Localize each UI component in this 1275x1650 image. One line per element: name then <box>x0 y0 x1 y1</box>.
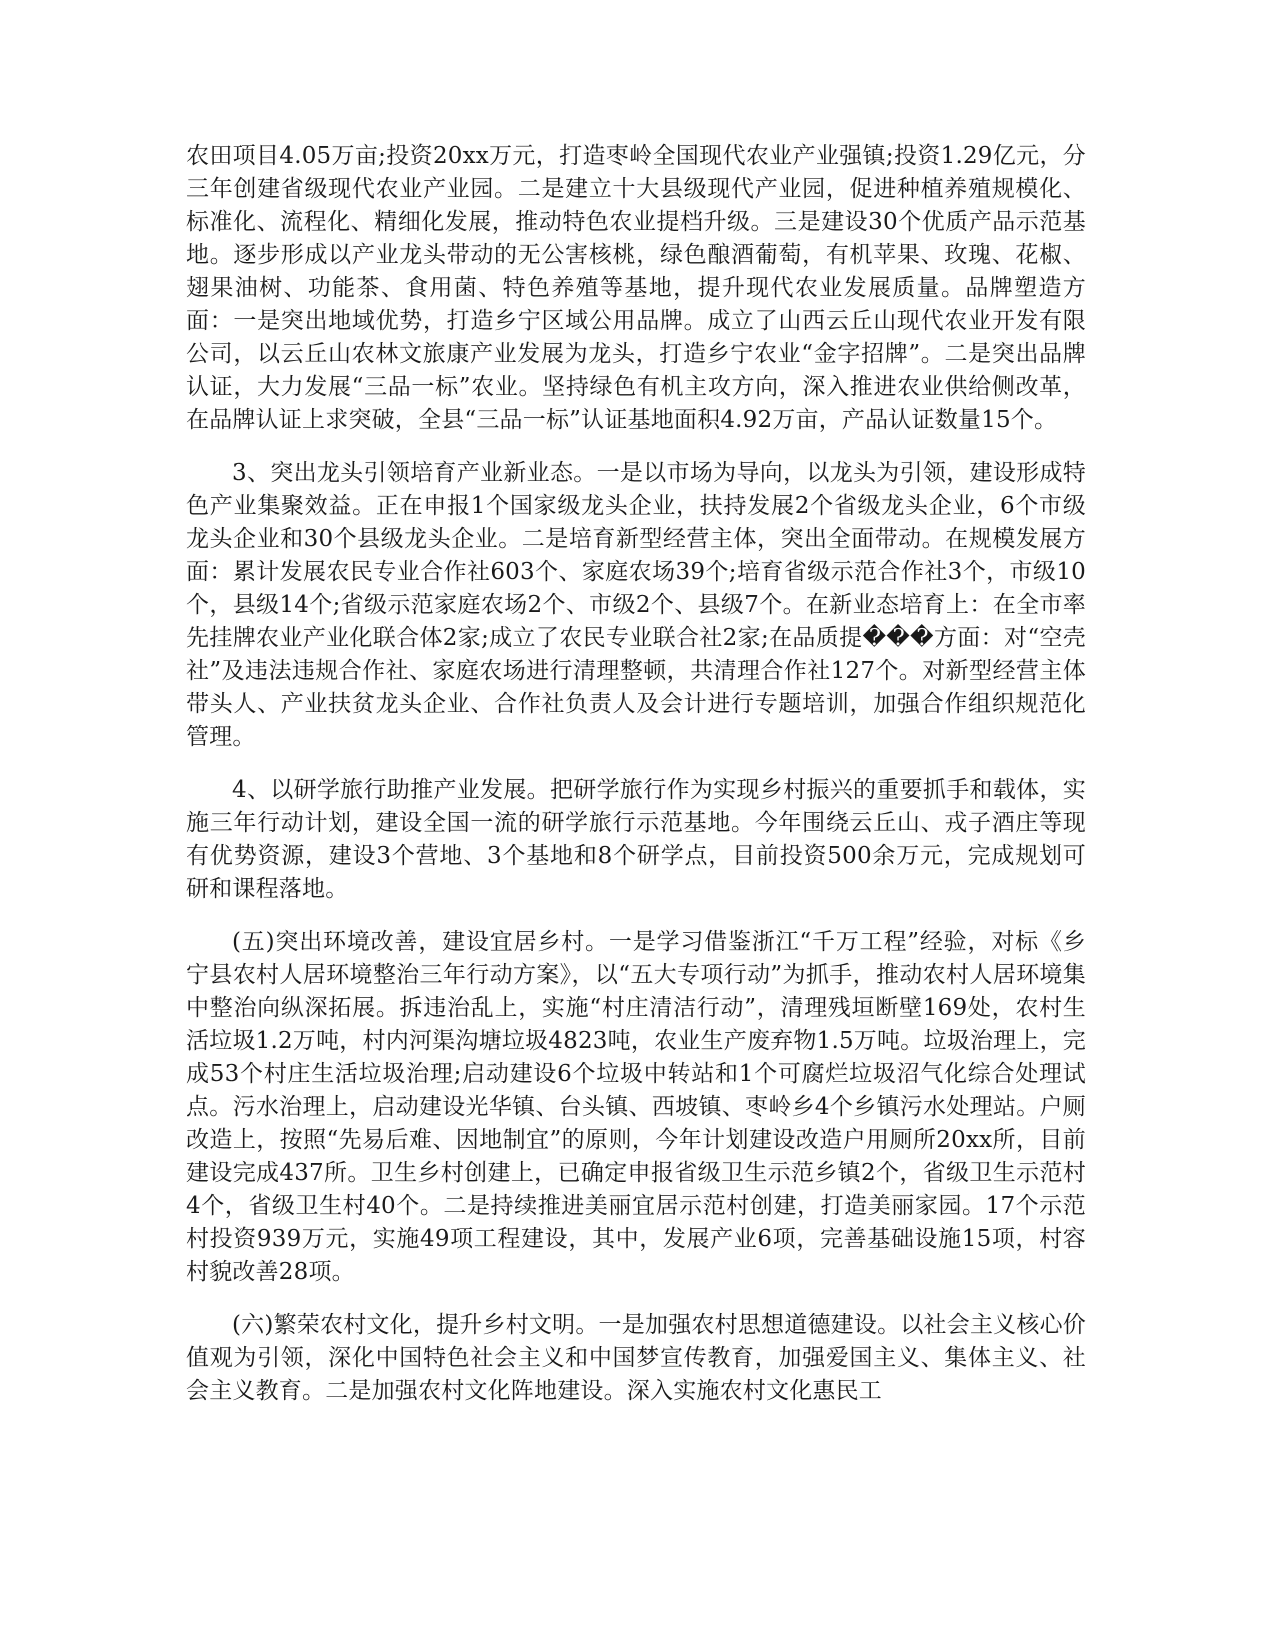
document-body <box>186 140 1086 1428</box>
paragraph-environment: (五)突出环境改善，建设宜居乡村。一是学习借鉴浙江“千万工程”经验，对标《乡宁县农村人居环境整治三年行动方案》，以“五大专项行动”为抓手，推动农村人居环境集中整治向纵深拓展。拆违治乱上，实施“村庄清洁行动”，清理残垣断壁169处，农村生活垃圾1.2万吨，村内河渠沟塘垃圾4823吨，农业生产废弃物1.5万吨。垃圾治理上，完成53个村庄生活垃圾治理;启动建设6个垃圾中转站和1个可腐烂垃圾沼气化综合处理试点。污水治理上，启动建设光华镇、台头镇、西坡镇、枣岭乡4个乡镇污水处理站。户厕改造上，按照“先易后难、因地制宜”的原则，今年计划建设改造户用厕所20xx所，目前建设完成437所。卫生乡村创建上，已确定申报省级卫生示范乡镇2个，省级卫生示范村4个，省级卫生村40个。二是持续推进美丽宜居示范村创建，打造美丽家园。17个示范村投资939万元，实施49项工程建设，其中，发展产业6项，完善基础设施15项，村容村貌改善28项。 <box>186 929 1086 1285</box>
paragraph-leading-enterprises: 3、突出龙头引领培育产业新业态。一是以市场为导向，以龙头为引领，建设形成特色产业集聚效益。正在申报1个国家级龙头企业，扶持发展2个省级龙头企业，6个市级龙头企业和30个县级龙头企业。二是培育新型经营主体，突出全面带动。在规模发展方面：累计发展农民专业合作社603个、家庭农场39个;培育省级示范合作社3个，市级10个，县级14个;省级示范家庭农场2个、市级2个、县级7个。在新业态培育上：在全市率先挂牌农业产业化联合体2家;成立了农民专业联合社2家;在品质提���方面：对“空壳社”及违法违规合作社、家庭农场进行清理整顿，共清理合作社127个。对新型经营主体带头人、产业扶贫龙头企业、合作社负责人及会计进行专题培训，加强合作组织规范化管理。 <box>186 460 1086 750</box>
paragraph-study-tours: 4、以研学旅行助推产业发展。把研学旅行作为实现乡村振兴的重要抓手和载体，实施三年行动计划，建设全国一流的研学旅行示范基地。今年围绕云丘山、戎子酒庄等现有优势资源，建设3个营地、3个基地和8个研学点，目前投资500余万元，完成规划可研和课程落地。 <box>186 777 1086 902</box>
paragraph-agri-projects: 农田项目4.05万亩;投资20xx万元，打造枣岭全国现代农业产业强镇;投资1.29亿元，分三年创建省级现代农业产业园。二是建立十大县级现代产业园，促进种植养殖规模化、标准化、流程化、精细化发展，推动特色农业提档升级。三是建设30个优质产品示范基地。逐步形成以产业龙头带动的无公害核桃，绿色酿酒葡萄，有机苹果、玫瑰、花椒、翅果油树、功能茶、食用菌、特色养殖等基地，提升现代农业发展质量。品牌塑造方面：一是突出地域优势，打造乡宁区域公用品牌。成立了山西云丘山现代农业开发有限公司，以云丘山农林文旅康产业发展为龙头，打造乡宁农业“金字招牌”。二是突出品牌认证，大力发展“三品一标”农业。坚持绿色有机主攻方向，深入推进农业供给侧改革，在品牌认证上求突破，全县“三品一标”认证基地面积4.92万亩，产品认证数量15个。 <box>186 143 1086 433</box>
paragraph-rural-culture: (六)繁荣农村文化，提升乡村文明。一是加强农村思想道德建设。以社会主义核心价值观为引领，深化中国特色社会主义和中国梦宣传教育，加强爱国主义、集体主义、社会主义教育。二是加强农村文化阵地建设。深入实施农村文化惠民工 <box>186 1312 1086 1404</box>
